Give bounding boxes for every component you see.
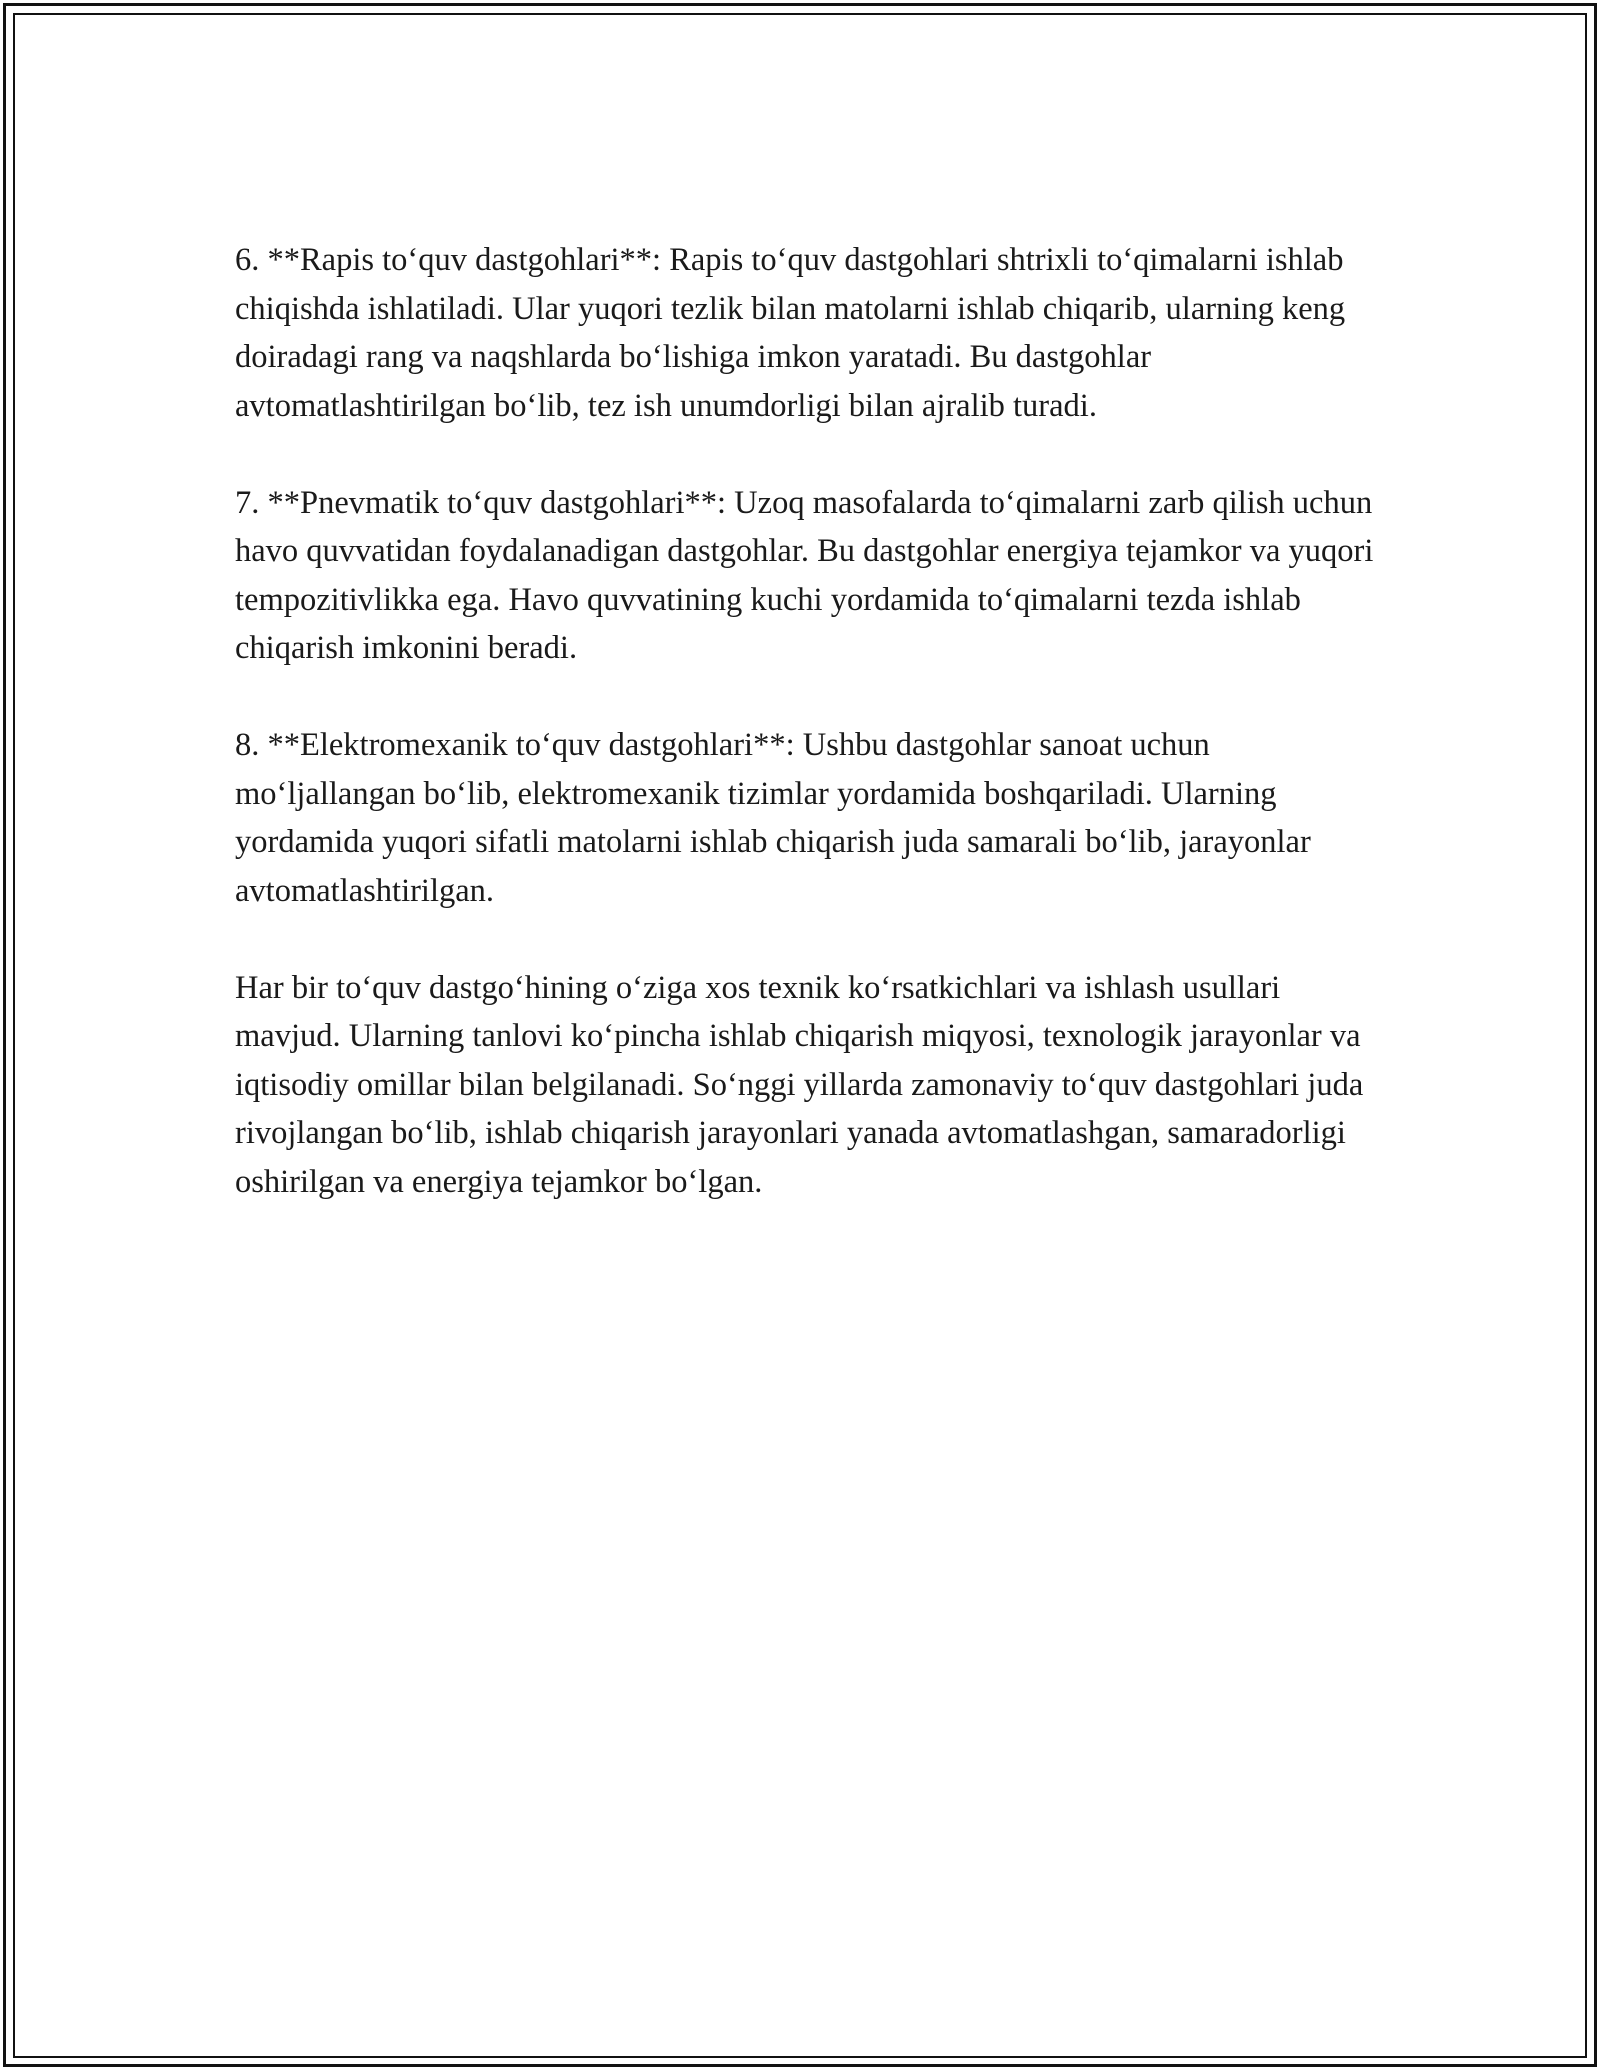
paragraph-pneumatic-looms: 7. **Pnevmatik to‘quv dastgohlari**: Uzoq masofalarda to‘qimalarni zarb qilish uchun havo quvvatidan foydalanadigan dastgohlar. Bu dastgohlar energiya tejamkor va yuqori tempozitivlikka ega. Havo quvvatining kuchi yordamida to‘qimalarni tezda ishlab chiqarish imkonini beradi. bbox=[235, 484, 1374, 666]
paragraph-rapis-looms: 6. **Rapis to‘quv dastgohlari**: Rapis to‘quv dastgohlari shtrixli to‘qimalarni ishlab chiqishda ishlatiladi. Ular yuqori tezlik bilan matolarni ishlab chiqarib, ularning keng doiradagi rang va naqshlarda bo‘lishiga imkon yaratadi. Bu dastgohlar avtomatlashtirilgan bo‘lib, tez ish unumdorligi bilan ajralib turadi. bbox=[235, 242, 1346, 424]
paragraph-electromechanical-looms: 8. **Elektromexanik to‘quv dastgohlari**: Ushbu dastgohlar sanoat uchun mo‘ljallangan bo‘lib, elektromexanik tizimlar yordamida boshqariladi. Ularning yordamida yuqori sifatli matolarni ishlab chiqarish juda samarali bo‘lib, jarayonlar avtomatlashtirilgan. bbox=[235, 727, 1311, 909]
document-body bbox=[235, 236, 1375, 1255]
paragraph-conclusion: Har bir to‘quv dastgo‘hining o‘ziga xos texnik ko‘rsatkichlari va ishlash usullari mavjud. Ularning tanlovi ko‘pincha ishlab chiqarish miqyosi, texnologik jarayonlar va iqtisodiy omillar bilan belgilanadi. So‘nggi yillarda zamonaviy to‘quv dastgohlari juda rivojlangan bo‘lib, ishlab chiqarish jarayonlari yanada avtomatlashgan, samaradorligi oshirilgan va energiya tejamkor bo‘lgan. bbox=[235, 969, 1364, 1200]
